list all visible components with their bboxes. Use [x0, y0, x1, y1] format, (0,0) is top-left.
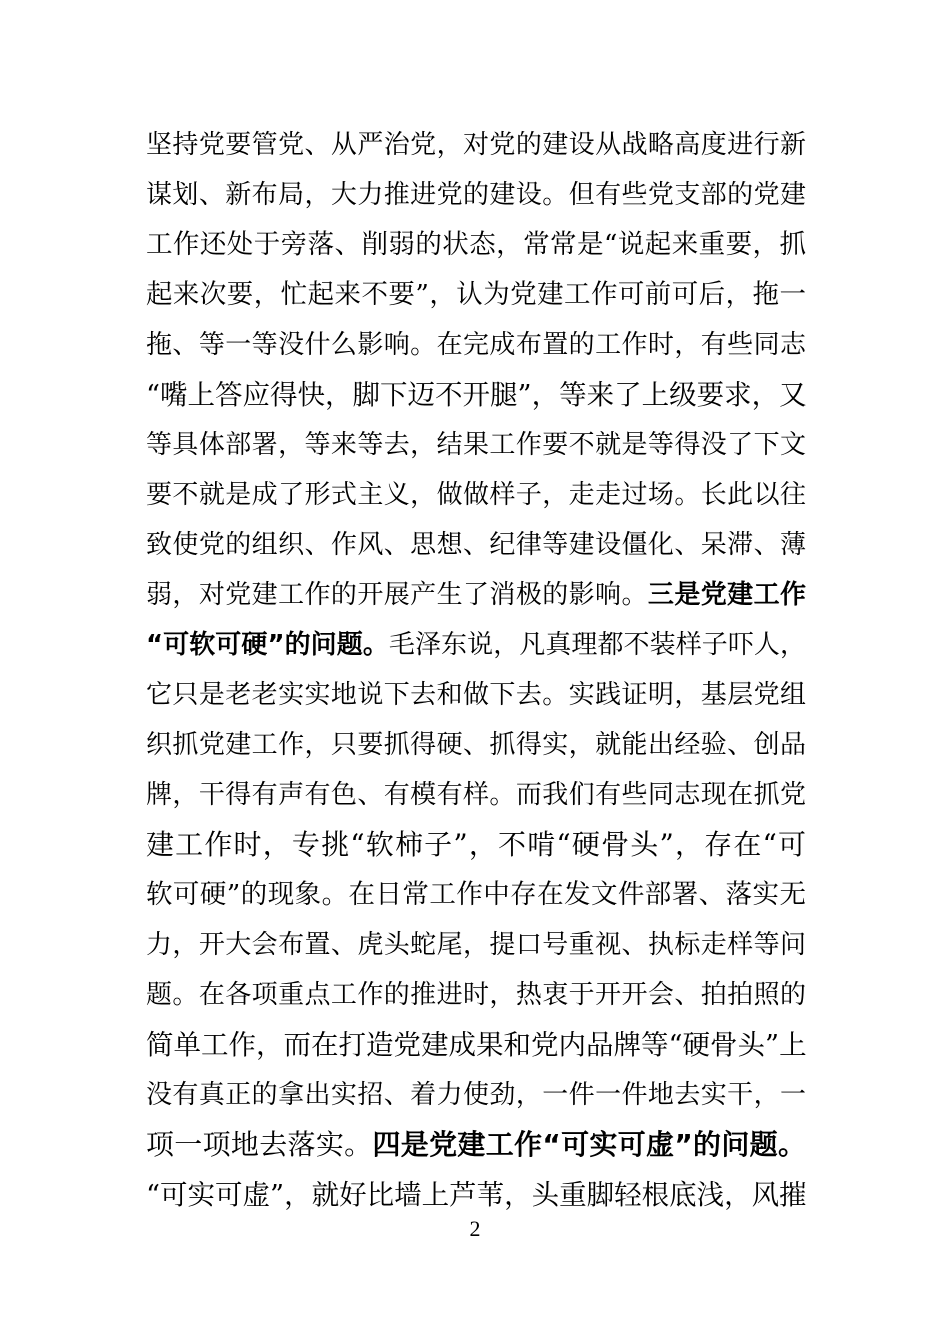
text-line [146, 220, 806, 270]
text-segment: 没有真正的拿出实招、着力使劲，一件一件地去实干，一 [146, 1080, 806, 1110]
text-line [146, 770, 806, 820]
text-line [146, 920, 806, 970]
bold-text-segment: 三是党建工作 [647, 580, 806, 610]
text-line [146, 470, 806, 520]
text-segment: 力，开大会布置、虎头蛇尾，提口号重视、执标走样等问 [146, 930, 806, 960]
text-segment: 织抓党建工作，只要抓得硬、抓得实，就能出经验、创品 [146, 730, 806, 760]
text-line [146, 1070, 806, 1120]
page-number: 2 [469, 1216, 481, 1241]
text-line [146, 270, 806, 320]
text-line [146, 370, 806, 420]
text-segment: 要不就是成了形式主义，做做样子，走走过场。长此以往 [146, 480, 806, 510]
text-segment: 弱，对党建工作的开展产生了消极的影响。 [146, 580, 648, 610]
bold-text-segment: “可软可硬”的问题。 [146, 630, 389, 660]
text-line [146, 320, 806, 370]
text-line [146, 120, 806, 170]
text-segment: 工作还处于旁落、削弱的状态，常常是“说起来重要，抓 [146, 229, 806, 260]
text-line [146, 170, 806, 220]
text-line [146, 820, 806, 870]
text-segment: “嘴上答应得快，脚下迈不开腿”，等来了上级要求，又 [146, 379, 807, 411]
text-line [146, 570, 806, 620]
text-line [146, 970, 806, 1020]
text-line [146, 870, 806, 920]
text-segment: 致使党的组织、作风、思想、纪律等建设僵化、呆滞、薄 [146, 530, 806, 560]
text-line [146, 670, 806, 720]
text-segment: 它只是老老实实地说下去和做下去。实践证明，基层党组 [146, 680, 806, 710]
text-line [146, 720, 806, 770]
text-segment: 起来次要，忙起来不要”，认为党建工作可前可后，拖一 [146, 279, 806, 310]
text-segment: 软可硬”的现象。在日常工作中存在发文件部署、落实无 [146, 879, 806, 910]
text-segment: 毛泽东说，凡真理都不装样子吓人， [388, 630, 806, 660]
text-segment: 题。在各项重点工作的推进时，热衷于开开会、拍拍照的 [146, 980, 806, 1010]
text-line [146, 620, 806, 670]
text-segment: 建工作时，专挑“软柿子”，不啃“硬骨头”，存在“可 [146, 828, 806, 861]
text-line [146, 1120, 806, 1170]
text-segment: 坚持党要管党、从严治党，对党的建设从战略高度进行新 [146, 130, 806, 160]
text-segment: 项一项地去落实。 [146, 1128, 373, 1161]
text-line [146, 1170, 806, 1220]
text-segment: 等具体部署，等来等去，结果工作要不就是等得没了下文 [146, 430, 806, 460]
text-segment: 牌，干得有声有色、有模有样。而我们有些同志现在抓党 [146, 780, 806, 810]
text-line [146, 1020, 806, 1070]
text-segment: 简单工作，而在打造党建成果和党内品牌等“硬骨头”上 [146, 1029, 807, 1061]
text-segment: “可实可虚”，就好比墙上芦苇，头重脚轻根底浅，风摧 [146, 1179, 807, 1211]
bold-text-segment: 四是党建工作“可实可虚”的问题。 [372, 1128, 806, 1161]
text-line [146, 520, 806, 570]
text-segment: 拖、等一等没什么影响。在完成布置的工作时，有些同志 [146, 330, 806, 360]
text-segment: 谋划、新布局，大力推进党的建设。但有些党支部的党建 [146, 180, 806, 210]
text-line [146, 420, 806, 470]
